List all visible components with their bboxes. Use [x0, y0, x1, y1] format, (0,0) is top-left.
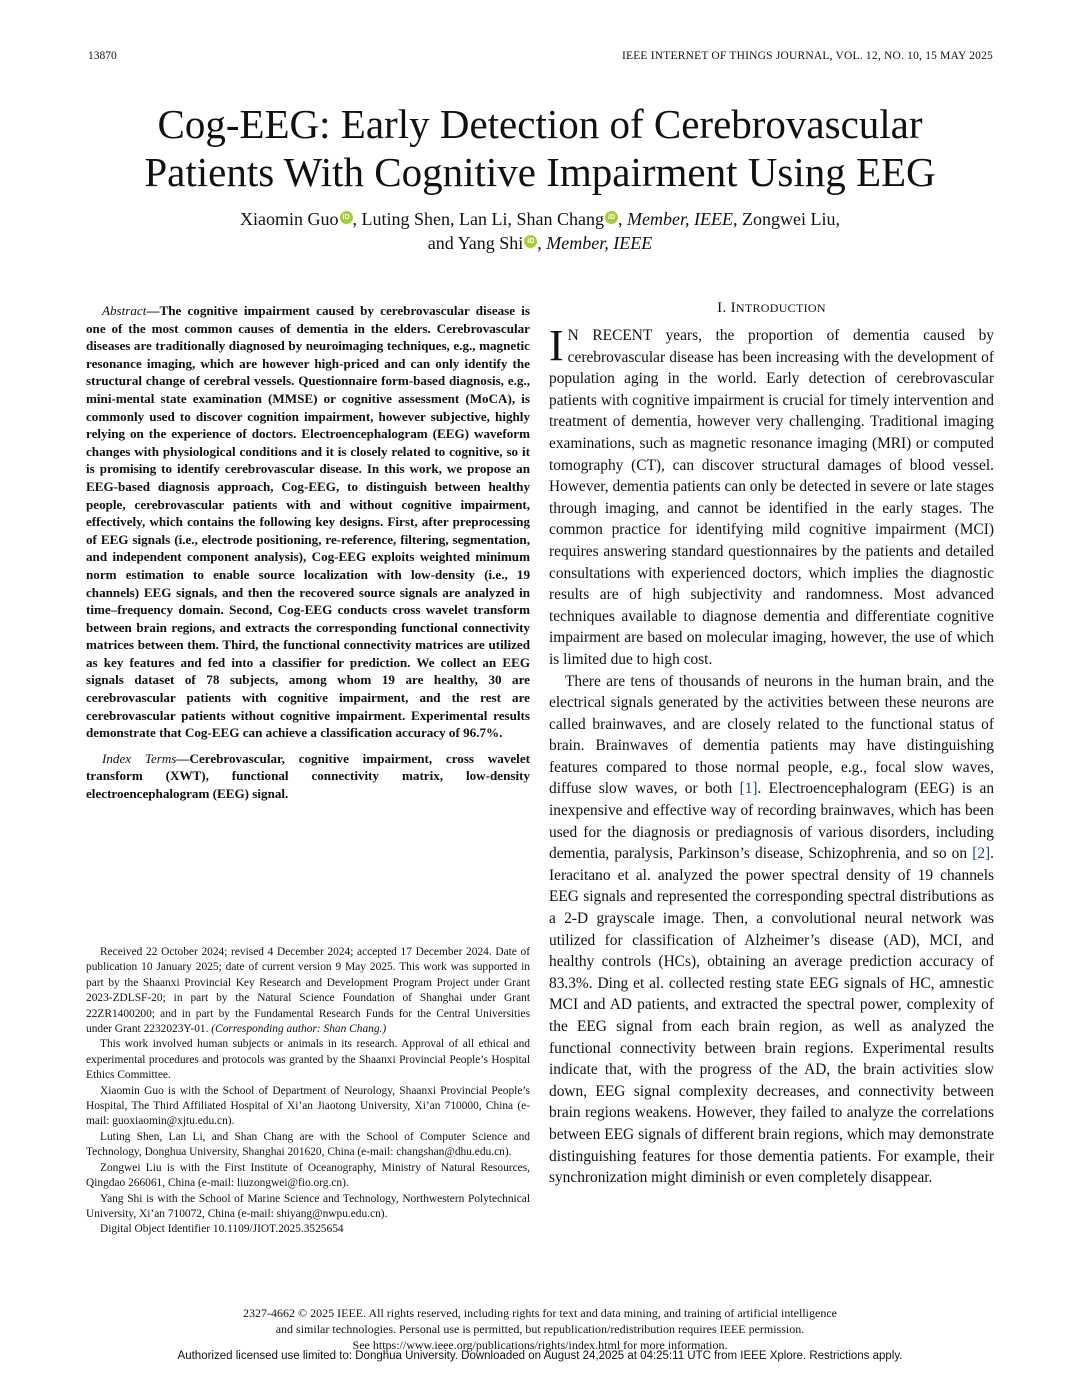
index-terms: Index Terms—Cerebrovascular, cognitive impairment, cross wavelet transform (XWT), functional connectivity matrix, low-density electroencephalogram (EEG) signal.: [86, 750, 530, 802]
orcid-icon[interactable]: iD: [605, 211, 618, 224]
footnote-received: Received 22 October 2024; revised 4 December 2024; accepted 17 December 2024. Date of publication 10 January 2025; date of current version 9 May 2025. This work was supported in part by the Shaanxi Provincial Key Research and Development Program Project under Grant 2023-ZDLSF-20; in part by the Natural Science Foundation of Shanghai under Grant 22ZR1400200; and in part by the Fundamental Research Funds for the Central Universities under Grant 2232023Y-01. (Corresponding author: Shan Chang.): [86, 946, 530, 1036]
author-names: , Zongwei Liu,: [732, 209, 840, 229]
footnote-affiliation: Luting Shen, Lan Li, and Shan Chang are with the School of Computer Science and Technology, Donghua University, Shanghai 201620, China (e-mail: changshan@dhu.edu.cn).: [86, 1130, 530, 1159]
intro-paragraph-2: There are tens of thousands of neurons in the human brain, and the electrical signals generated by the activities between these neurons are called brainwaves, and are closely related to the functional status of brain. Brainwaves of dementia patients may have distinguishing features compared to those normal people, e.g., focal slow waves, diffuse slow waves, or both [1]. Electroencephalogram (EEG) is an inexpensive and effective way of recording brainwaves, which has been used for the diagnosis or prediagnosis of various disorders, including dementia, paralysis, Parkinson’s disease, Schizophrenia, and so on [2]. Ieracitano et al. analyzed the power spectral density of 19 channels EEG signals and represented the corresponding spectral distributions as a 2-D grayscale image. Then, a convolutional neural network was utilized for classification of Alzheimer’s disease (AD), MCI, and healthy controls (HCs), obtaining an average prediction accuracy of 83.3%. Ding et al. collected resting state EEG signals of HC, amnestic MCI and AD patients, and extracted the spectral power, complexity of the EEG signal from each brain region, as well as analyzed the functional connectivity between brain regions. Experimental results indicate that, with the progress of the AD, the brain activities slow down, EEG signal complexity decreases, and connectivity between brain regions weakens. However, they failed to analyze the correlations between EEG signals of different brain regions, which may demonstrate distinguishing features for those dementia patients. For example, their synchronization might diminish or even completely disappear.: [549, 672, 995, 1187]
title-line-2: Patients With Cognitive Impairment Using EEG: [144, 149, 936, 195]
intro-paragraph-1: IN RECENT years, the proportion of dementia caused by cerebrovascular disease has been increasing with the development of population aging in the world. Early detection of cerebrovascular patients with cognitive impairment is crucial for timely intervention and treatment of dementia, however very challenging. Traditional imaging examinations, such as magnetic resonance imaging (MRI) or computed tomography (CT), can discover structural damages of blood vessel. However, dementia patients can only be detected in severe or late stages through imaging, and cannot be identified in the early stages. The common practice for identifying mild cognitive impairment (MCI) requires answering standard questionnaires by the patients and detailed consultations with experienced doctors, which implies the diagnostic results are of high subjectivity and randomness. Most advanced techniques available to diagnose dementia and differentiate cognitive impairment are based on molecular imaging, however, the use of which is limited due to high cost.: [549, 321, 994, 668]
footnotes: [86, 945, 530, 1238]
page-number: 13870: [88, 50, 117, 62]
footnote-affiliation: Xiaomin Guo is with the School of Department of Neurology, Shaanxi Provincial People’s Hospital, The Third Affiliated Hospital of Xi’an Jiaotong University, Xi’an 710000, China (e-mail: guoxiaomin@xjtu.edu.cn).: [86, 1084, 530, 1128]
citation-link[interactable]: [1]: [739, 780, 758, 798]
orcid-icon[interactable]: iD: [524, 235, 537, 248]
abstract-label: Abstract: [102, 303, 147, 318]
footnote-ethics: This work involved human subjects or animals in its research. Approval of all ethical and experimental procedures and protocols was granted by the Shaanxi Provincial People’s Hospital Ethics Committee.: [86, 1038, 530, 1082]
author-names: , Luting Shen, Lan Li, Shan Chang: [352, 209, 605, 229]
index-terms-text: Cerebrovascular, cognitive impairment, cross wavelet transform (XWT), functional connectivity matrix, low-density electroencephalogram (EEG) signal.: [86, 750, 530, 802]
right-column: [549, 300, 994, 1189]
section-heading: I. INTRODUCTION: [717, 300, 826, 316]
corresponding-author: (Corresponding author: Shan Chang.): [211, 1023, 387, 1036]
footnote-affiliation: Yang Shi is with the School of Marine Science and Technology, Northwestern Polytechnical University, Xi’an 710072, China (e-mail: shiyang@nwpu.edu.cn).: [86, 1192, 530, 1220]
paper-title: [60, 100, 1020, 196]
author-name: and Yang Shi: [427, 233, 524, 253]
journal-name: IEEE INTERNET OF THINGS JOURNAL, VOL. 12, NO. 10, 15 MAY 2025: [621, 50, 993, 62]
citation-link[interactable]: [2]: [972, 845, 991, 863]
doi: Digital Object Identifier 10.1109/JIOT.2025.3525654: [100, 1223, 344, 1236]
running-header: [88, 50, 993, 66]
author-name: Xiaomin Guo: [240, 209, 339, 229]
drop-cap: I: [549, 321, 564, 370]
first-words: N RECENT: [567, 327, 652, 344]
left-column: [86, 302, 530, 803]
member-label: Member, IEEE: [627, 209, 733, 229]
member-label: Member, IEEE: [546, 233, 653, 253]
orcid-icon[interactable]: iD: [340, 211, 353, 224]
author-list: Xiaomin Guo iD , Luting Shen, Lan Li, Shan Chang iD , Member, IEEE, Zongwei Liu, and Yang Shi iD , Member, IEEE: [240, 209, 840, 253]
footnote-affiliation: Zongwei Liu is with the First Institute of Oceanography, Ministry of Natural Resources, Qingdao 266061, China (e-mail: liuzongwei@fio.org.cn).: [86, 1161, 530, 1190]
index-terms-label: Index Terms: [102, 750, 177, 766]
license-watermark: Authorized licensed use limited to: Donghua University. Downloaded on August 24,2025 at 04:25:11 UTC from IEEE Xplore. Restrictions apply.: [177, 1350, 903, 1362]
copyright-notice: 2327-4662 © 2025 IEEE. All rights reserved, including rights for text and data mining, and training of artificial intelligence and similar technologies. Personal use is permitted, but republication/redistribution requires IEEE permission. See https://www.ieee.org/publications/rights/index.html for more information.: [243, 1306, 837, 1352]
abstract: Abstract—The cognitive impairment caused by cerebrovascular disease is one of the most common causes of dementia in the elders. Cerebrovascular diseases are traditionally diagnosed by neuroimaging techniques, e.g., magnetic resonance imaging, which are however high-priced and can only identify the structural change of cerebral vessels. Questionnaire form-based diagnosis, e.g., mini-mental state examination (MMSE) or cognitive assessment (MoCA), is commonly used to discover cognition impairment, however subjective, highly relying on the experience of doctors. Electroencephalogram (EEG) waveform changes with physiological conditions and it is closely related to cognitive, so it is promising to identify cerebrovascular disease. In this work, we propose an EEG-based diagnosis approach, Cog-EEG, to distinguish between healthy people, cerebrovascular patients with and without cognitive impairment, effectively, which contains the following key designs. First, after preprocessing of EEG signals (i.e., electrode positioning, re-reference, filtering, segmentation, and independent component analysis), Cog-EEG exploits weighted minimum norm estimation to enable source localization with low-density (i.e., 19 channels) EEG signals, and then the recovered source signals are analyzed in time–frequency domain. Second, Cog-EEG conducts cross wavelet transform between brain regions, and extracts the corresponding functional connectivity matrices between them. Third, the functional connectivity matrices are utilized as key features and fed into a classifier for prediction. We collect an EEG signals dataset of 78 subjects, among whom 19 are healthy, 30 are cerebrovascular patients with cognitive impairment, and the rest are cerebrovascular patients without cognitive impairment. Experimental results demonstrate that Cog-EEG can achieve a classification accuracy of 96.7%.: [86, 303, 530, 741]
abstract-text: The cognitive impairment caused by cerebrovascular disease is one of the most common causes of dementia in the elders. Cerebrovascular diseases are traditionally diagnosed by neuroimaging techniques, e.g., magnetic resonance imaging, which are however high-priced and can only identify the structural change of cerebral vessels. Questionnaire form-based diagnosis, e.g., mini-mental state examination (MMSE) or cognitive assessment (MoCA), is commonly used to discover cognition impairment, however subjective, highly relying on the experience of doctors. Electroencephalogram (EEG) waveform changes with physiological conditions and it is closely related to cognitive, so it is promising to identify cerebrovascular disease. In this work, we propose an EEG-based diagnosis approach, Cog-EEG, to distinguish between healthy people, cerebrovascular patients with and without cognitive impairment, effectively, which contains the following key designs. First, after preprocessing of EEG signals (i.e., electrode positioning, re-reference, filtering, segmentation, and independent component analysis), Cog-EEG exploits weighted minimum norm estimation to enable source localization with low-density (i.e., 19 channels) EEG signals, and then the recovered source signals are analyzed in time–frequency domain. Second, Cog-EEG conducts cross wavelet transform between brain regions, and extracts the corresponding functional connectivity matrices between them. Third, the functional connectivity matrices are utilized as key features and fed into a classifier for prediction. We collect an EEG signals dataset of 78 subjects, among whom 19 are healthy, 30 are cerebrovascular patients with cognitive impairment, and the rest are cerebrovascular patients without cognitive impairment. Experimental results demonstrate that Cog-EEG can achieve a classification accuracy of 96.7%.: [86, 303, 530, 741]
title-line-1: Cog-EEG: Early Detection of Cerebrovascular: [157, 101, 923, 147]
